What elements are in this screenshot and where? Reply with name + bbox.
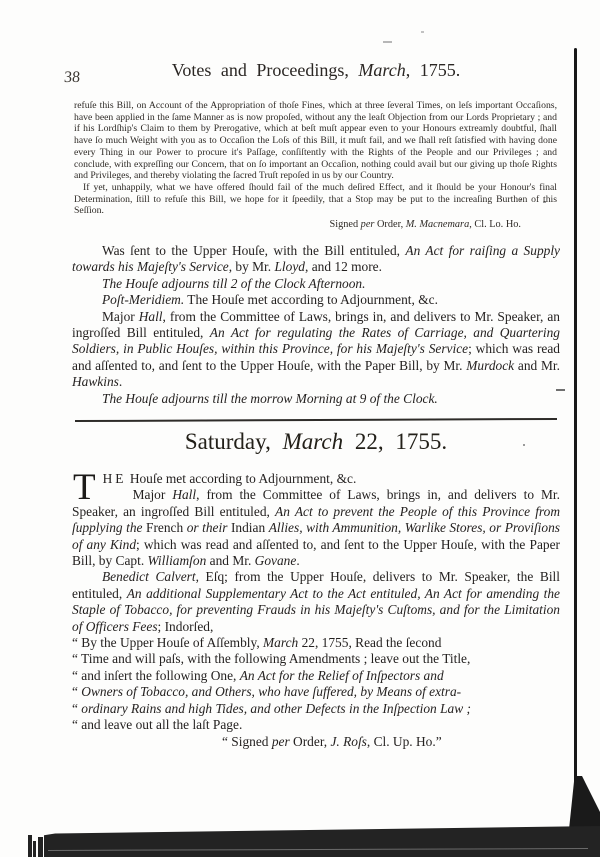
text-run: “ [72,700,82,716]
text-run: , from the Committee of Laws, brings in, and delivers to Mr. Speaker, an ingroſſed Bill entituled, [72,308,560,341]
text-run: March [282,429,344,454]
petition-signature [74,219,557,231]
text-run: , Cl. Lo. Ho. [469,219,521,231]
paragraph-post-meridiem [72,292,560,308]
text-run: “ By the Upper Houſe of Aſſembly, [72,635,264,651]
text-run: Allies, with Ammunition, Warlike Stores, or Proviſions of any Kind [72,520,561,552]
text-run: Hawkins [72,374,119,390]
petition-paragraph-2: If yet, unhappily, what we have offered ſhould fail of the much deſired Effect, and it ſhould be your Honour's final Determination, ſtill to refuſe this Bill, we hope for it ſpeedily, that a Stop may be put to the increaſing Burthen of this Seſſion. [74,181,557,217]
text-run: March [263,635,299,651]
paragraph-sent-upper-house [72,243,560,276]
running-title [75,60,557,81]
scan-band-jag [28,835,32,857]
text-run: March [358,60,406,80]
text-run: 22, 1755, Read the ſecond [298,635,442,651]
text-run: per [360,219,375,231]
scan-speck [383,41,392,43]
text-run: , 1755. [405,60,461,80]
text-run: ordinary Rains and high Tides, and other Defects in the Inſpection Law ; [81,700,471,716]
paragraph-major-hall-carriage-bill [72,309,560,391]
text-run: Benedict Calvert [102,569,196,585]
text-run: Order, [289,733,331,749]
text-run: Lloyd [274,259,305,275]
text-run: . [118,374,123,390]
text-run: and Mr. [514,357,560,373]
paragraph-house-met [72,471,560,487]
text-run: Houſe met according to Adjournment, &c. [126,471,357,486]
paragraph-adjourn-afternoon [72,276,560,292]
section-divider-rule [75,418,557,422]
paragraph-major-hall-french-bill [72,487,560,569]
text-run: Signed [329,219,361,231]
text-run: ; which was read and aſſented to, and ſent to the Upper Houſe, with the Paper Bill, by Capt. [72,536,560,569]
text-run: “ Time and will paſs, with the following Amendments ; leave out the Title, [72,651,471,667]
paragraph-benedict-calvert [72,569,560,635]
text-run: . [296,553,300,569]
text-run: M. Macnemara [405,219,470,231]
text-run: Votes and Proceedings, [171,60,359,80]
scan-right-edge-line [574,48,577,790]
text-run: An Act for the Relief of Inſpectors and [239,667,444,683]
friday-proceedings [72,243,560,407]
text-run: , Cl. Up. Ho.” [366,733,442,749]
text-run: Murdock [466,357,515,373]
text-run: Saturday, [184,429,283,454]
scan-band-jag [38,837,43,857]
text-run: An Act to prevent the People of this Province from ſupplying the [72,503,560,536]
indorsement-quote-line-1 [72,635,560,651]
text-run: Major [102,308,139,324]
text-run: Williamſon [147,553,207,569]
text-run: ; which was read and aſſented to, and ſent to the Upper Houſe, with the Paper Bill, by Mr. [72,341,560,373]
text-run: and Mr. [206,553,255,569]
text-run: Major [132,487,173,503]
date-heading [75,429,557,455]
text-run: Hall [172,487,197,503]
indorsement-quote-line-4 [72,684,560,700]
text-run: “ and inſert the following One, [72,667,240,683]
page-number: 38 [63,69,81,86]
text-run: per [271,733,290,749]
text-run: HE [102,471,127,486]
text-run: Owners of Tobacco, and Others, who have ſuffered, by Means of extra- [81,684,462,700]
indorsement-quote-line-2 [72,651,560,667]
indorsement-quote-line-5 [72,701,560,717]
text-run: The Houſe met according to Adjournment, &c. [184,292,438,308]
petition-continuation [74,100,557,231]
text-run: An additional Supplementary Act to the Act entituled, An Act for amending the Staple of Tobacco, for preventing Frauds in his Majeſty's Cuſtoms, and for the Limitation of Officers Fees [72,585,560,634]
text-run: The Houſe adjourns till 2 of the Clock Afternoon. [102,275,366,291]
text-run: “ and leave out all the laſt Page. [72,717,243,733]
text-run: Hall [138,308,163,324]
text-run: J. Roſs [330,733,367,749]
text-run: Govane [254,553,297,569]
text-run: French [142,520,187,536]
upper-house-signature [222,734,560,750]
indorsement-quote-line-6 [72,717,560,733]
text-run: , from the Committee of Laws, brings in, and delivers to Mr. Speaker, an ingroſſed Bill entituled, [72,487,560,519]
text-run: ; Indorſed, [157,618,214,634]
text-run: , Eſq; from the Upper Houſe, delivers to Mr. Speaker, the Bill entituled, [72,569,560,601]
text-run: “ [72,684,82,700]
scan-bottom-band [44,826,600,857]
text-run: , and 12 more. [305,259,382,275]
text-run: or their [186,520,228,536]
scan-speck [421,31,424,33]
text-run: “ Signed [222,733,272,749]
text-run: An Act for raiſing a Supply towards his Majeſty's Service [72,243,560,275]
saturday-proceedings [72,467,561,750]
text-run: Indian [227,520,269,536]
indorsement-quote-line-3 [72,668,560,684]
text-run: The Houſe adjourns till the morrow Morning at 9 of the Clock. [102,390,438,406]
text-run: An Act for regulating the Rates of Carriage, and Quartering Soldiers, in Public Houſes, within this Province, for his Majeſty's Service [72,325,560,357]
scan-band-jag [33,841,36,857]
text-run: , by Mr. [228,259,275,275]
dropcap-letter-T: T [73,467,96,508]
text-run: Was ſent to the Upper Houſe, with the Bill entituled, [102,243,406,258]
text-run: Poſt-Meridiem. [102,292,185,308]
petition-paragraph-1: refuſe this Bill, on Account of the Appropriation of thoſe Fines, which at three ſeveral Times, on leſs important Occaſions, have been applied in the ſame Manner as is now propoſed, without any the leaſt Objection from our Lords Proprietary ; and if his Lordſhip's Claim to them by Prerogative, which at beſt muſt appear even to your Honours extreamly doubtful, ſhall have ſo much Weight with you as to Occaſion the Loſs of this Bill, it muſt fail, and we ſhall reſt ſatisfied with having done every Thing in our Power to procure it's Paſſage, conſiſtently with the Rights of the People and our Privileges ; and conclude, with expreſſing our Concern, that on ſo important an Occaſion, nothing could avail but our giving up thoſe Rights and Privileges, and thereby violating the ſacred Truſt repoſed in us by our Country. [74,100,557,182]
paragraph-adjourn-morrow [72,391,560,407]
text-run: Order, [374,219,406,231]
text-run: 22, 1755. [343,429,448,454]
